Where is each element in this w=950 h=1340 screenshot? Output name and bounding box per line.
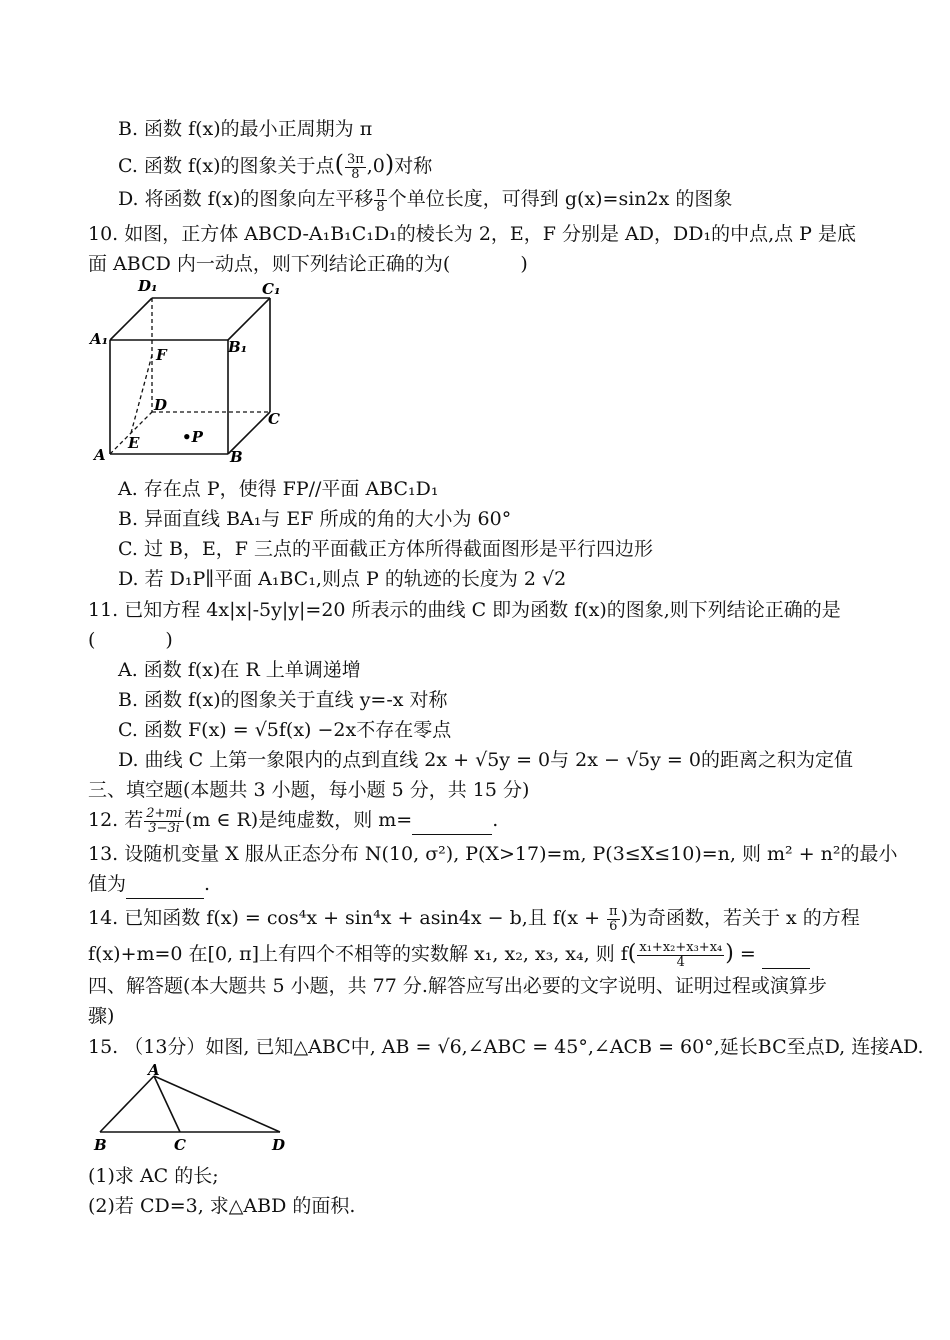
section3-heading: 三、填空题(本题共 3 小题，每小题 5 分，共 15 分) — [88, 779, 530, 801]
q15-part1: (1)求 AC 的长; — [88, 1165, 219, 1187]
q9-option-c-text: C. 函数 f(x)的图象关于点 — [118, 155, 335, 177]
label-E: E — [128, 434, 140, 452]
q14-fraction: $\frac{\text{x₁+x₂+x₃+x₄}}{4}$ — [639, 939, 723, 970]
label-D: D — [272, 1136, 286, 1154]
q9-option-d: D. 将函数 f(x)的图象向左平移 $\frac{\pi}{8}$ 个单位长度，可得到 g(x)=sin2x 的图象 — [118, 184, 733, 215]
label-C1: C₁ — [262, 280, 281, 298]
q11-stem-line1: 11. 已知方程 4x|x|-5y|y|=20 所表示的曲线 C 即为函数 f(x)的图象,则下列结论正确的是 — [88, 599, 841, 621]
q11-option-a: A. 函数 f(x)在 R 上单调递增 — [118, 659, 361, 681]
label-C: C — [174, 1136, 186, 1154]
q10-option-a: A. 存在点 P，使得 FP//平面 ABC₁D₁ — [118, 478, 439, 500]
q13-line1: 13. 设随机变量 X 服从正态分布 N(10, σ²), P(X>17)=m, P(3≤X≤10)=n, 则 m² + n²的最小 — [88, 843, 898, 865]
q14-blank[interactable] — [762, 940, 810, 969]
q11-option-d: D. 曲线 C 上第一象限内的点到直线 2x + √5y = 0与 2x − √5y = 0的距离之积为定值 — [118, 749, 853, 771]
q14-line2: f(x)+m=0 在[0, π]上有四个不相等的实数解 x₁, x₂, x₃, x₄, 则 f( $\frac{\text{x₁+x₂+x₃+x₄}}{4}$ ) = — [88, 940, 910, 970]
q13-line2: 值为 . — [88, 870, 910, 899]
q9-option-c: C. 函数 f(x)的图象关于点( $\frac{3\pi}{8}$ ,0)对称 — [118, 150, 433, 182]
label-B1: B₁ — [228, 338, 248, 356]
q9-option-b: B. 函数 f(x)的最小正周期为 π — [118, 118, 373, 140]
q9-option-d-fraction: $\frac{\pi}{8}$ — [376, 184, 385, 215]
q11-option-c: C. 函数 F(x) = √5f(x) −2x不存在零点 — [118, 719, 452, 741]
q15-part2: (2)若 CD=3, 求△ABD 的面积. — [88, 1195, 356, 1217]
label-F: F — [156, 346, 167, 364]
label-D1: D₁ — [138, 278, 158, 295]
q15-stem: 15. （13分）如图, 已知△ABC中, AB = √6,∠ABC = 45°,∠ACB = 60°,延长BC至点D, 连接AD. — [88, 1036, 924, 1058]
label-A1: A₁ — [90, 330, 109, 348]
label-C: C — [268, 410, 280, 428]
q14-arg-fraction: $\frac{\pi}{6}$ — [609, 903, 618, 934]
label-B: B — [94, 1136, 107, 1154]
q13-blank[interactable] — [126, 870, 204, 899]
triangle-figure — [88, 1062, 298, 1154]
q12: 12. 若 $\frac{2+mi}{3-3i}$ (m ∈ R)是纯虚数，则 m= . — [88, 805, 499, 836]
q10-option-b: B. 异面直线 BA₁与 EF 所成的角的大小为 60° — [118, 508, 512, 530]
q10-stem-line1: 10. 如图，正方体 ABCD-A₁B₁C₁D₁的棱长为 2，E，F 分别是 AD，DD₁的中点,点 P 是底 — [88, 223, 856, 245]
cube-figure — [88, 278, 288, 468]
q9-option-c-fraction: $\frac{3\pi}{8}$ — [346, 151, 364, 182]
section4-heading-line2: 骤) — [88, 1005, 115, 1027]
q11-stem-line2: ( ) — [88, 629, 173, 651]
label-A: A — [148, 1062, 160, 1079]
q12-fraction: $\frac{2+mi}{3-3i}$ — [146, 805, 182, 836]
q10-stem-line2: 面 ABCD 内一动点，则下列结论正确的为( ) — [88, 253, 528, 275]
q10-option-c: C. 过 B，E，F 三点的平面截正方体所得截面图形是平行四边形 — [118, 538, 654, 560]
q14-line1: 14. 已知函数 f(x) = cos⁴x + sin⁴x + asin4x − b,且 f(x + $\frac{\pi}{6}$ )为奇函数，若关于 x 的方程 — [88, 903, 860, 934]
label-A: A — [94, 446, 106, 464]
label-B: B — [230, 448, 243, 466]
q12-blank[interactable] — [412, 806, 492, 835]
label-D: D — [154, 396, 168, 414]
section4-heading-line1: 四、解答题(本大题共 5 小题，共 77 分.解答应写出必要的文字说明、证明过程或演算步 — [88, 975, 827, 997]
q11-option-b: B. 函数 f(x)的图象关于直线 y=-x 对称 — [118, 689, 448, 711]
label-P: •P — [182, 428, 203, 446]
q10-option-d: D. 若 D₁P∥平面 A₁BC₁,则点 P 的轨迹的长度为 2 √2 — [118, 568, 567, 590]
